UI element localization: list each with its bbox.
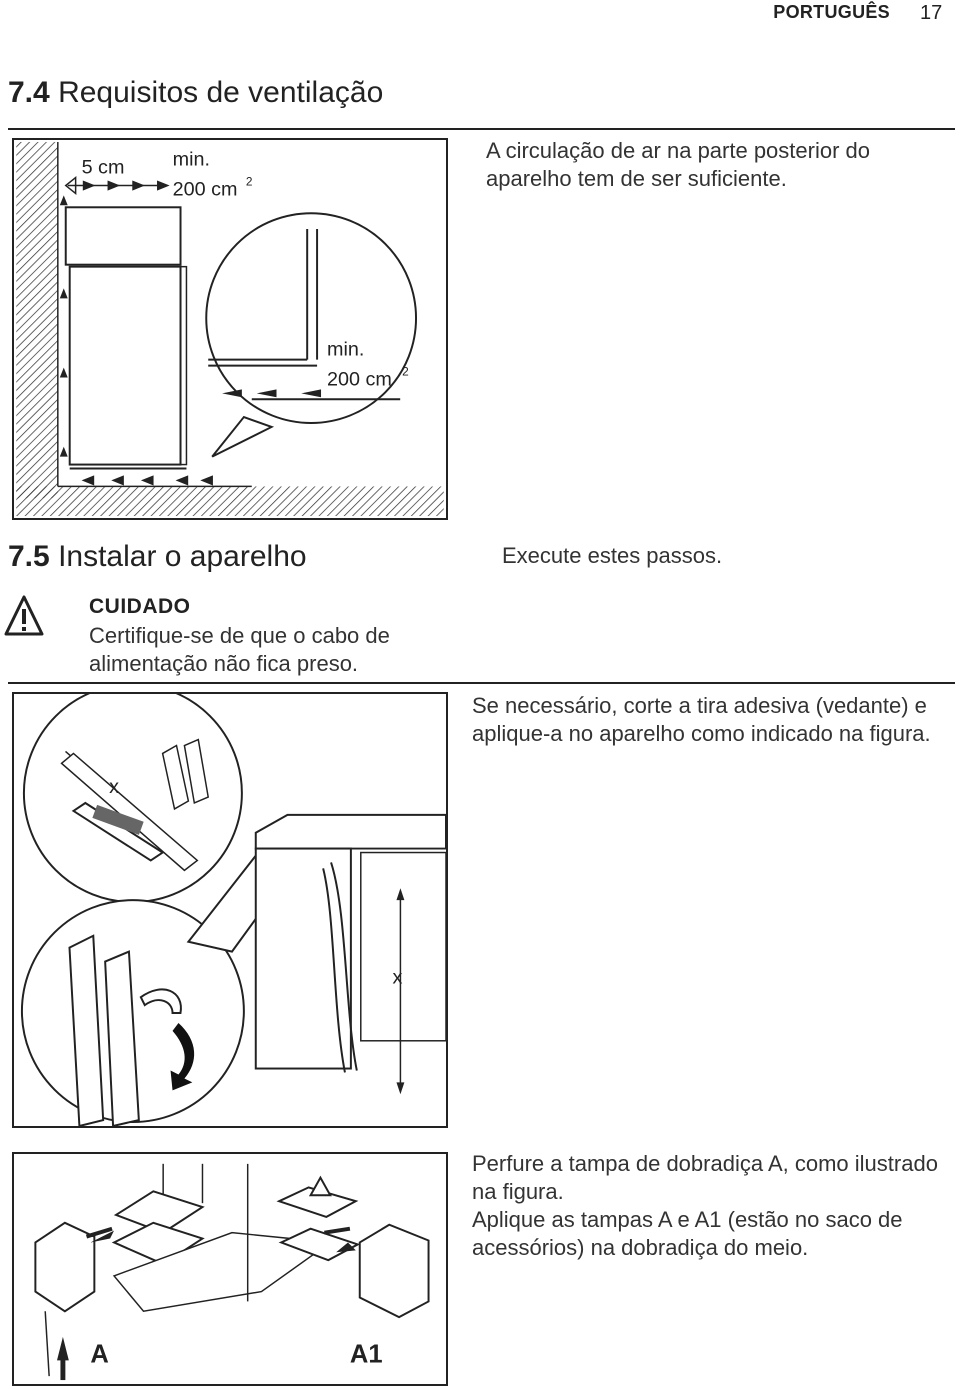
warning-text: Certifique-se de que o cabo de alimentação não fica preso. — [89, 623, 390, 676]
section-rule — [8, 682, 955, 684]
seal-strip-figure — [12, 692, 448, 1128]
section-number: 7.5 — [8, 540, 50, 573]
cover-a-label: A — [90, 1340, 109, 1369]
section-heading-7-4 — [8, 76, 383, 110]
seal-strip-diagram — [14, 694, 446, 1126]
step2-text-1: Perfure a tampa de dobradiça A, como ilustrado na figura. — [472, 1151, 938, 1204]
gap-label: 5 cm — [81, 156, 125, 179]
area-detail-line1: min. — [326, 338, 365, 361]
header-language: PORTUGUÊS — [773, 2, 890, 22]
section-rule — [8, 128, 955, 130]
section-title: Instalar o aparelho — [58, 540, 307, 573]
seal-height-label: x — [392, 966, 403, 989]
strip-length-label: x — [109, 776, 120, 799]
section-title: Requisitos de ventilação — [58, 76, 384, 109]
area-top-line1: min. — [172, 148, 210, 171]
section-heading-7-5 — [8, 540, 307, 574]
section-number: 7.4 — [8, 76, 50, 109]
step2-text-2: Aplique as tampas A e A1 (estão no saco de acessórios) na dobradiça do meio. — [472, 1207, 903, 1260]
warning-title: CUIDADO — [89, 595, 191, 618]
area-detail-sup: 2 — [402, 364, 409, 379]
page-number: 17 — [920, 2, 943, 24]
ventilation-figure — [12, 138, 448, 520]
area-top-sup: 2 — [245, 174, 253, 189]
ventilation-text: A circulação de ar na parte posterior do aparelho tem de ser suficiente. — [486, 138, 871, 191]
hinge-cover-figure — [12, 1152, 448, 1386]
area-detail-line2: 200 cm — [326, 368, 392, 391]
warning-icon — [4, 594, 44, 638]
cover-a1-label: A1 — [349, 1340, 383, 1369]
area-top-line2: 200 cm — [172, 178, 238, 201]
ventilation-diagram — [14, 140, 446, 518]
hinge-cover-diagram — [14, 1154, 446, 1384]
step1-text: Se necessário, corte a tira adesiva (vedante) e aplique-a no aparelho como indicado na figura. — [472, 693, 931, 746]
intro-text: Execute estes passos. — [502, 543, 723, 568]
